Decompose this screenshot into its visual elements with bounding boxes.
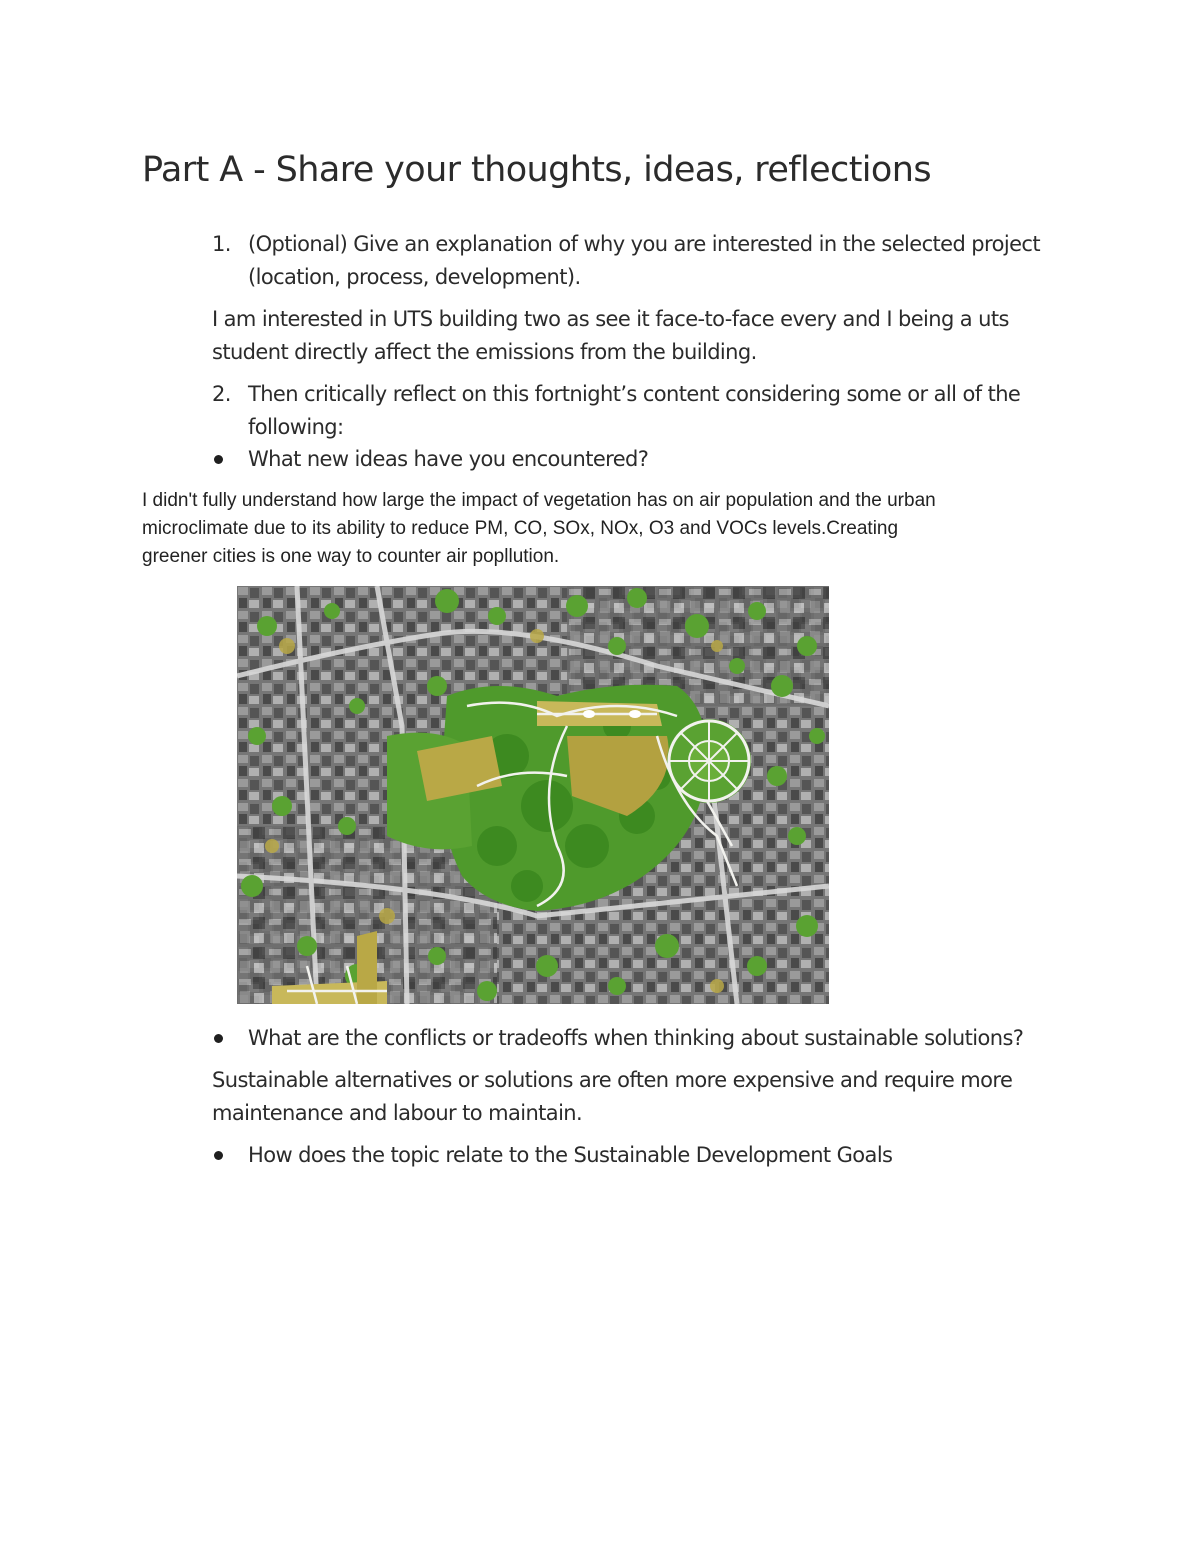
list-item-1-line-2: (location, process, development). — [248, 265, 581, 289]
list-marker-1: 1. — [212, 232, 231, 256]
answer-2-line-2: microclimate due to its ability to reduce PM, CO, SOx, NOx, O3 and VOCs levels.Creating — [142, 518, 899, 539]
aerial-vegetation-image — [237, 586, 829, 1004]
bullet-item-3: How does the topic relate to the Sustainable Development Goals — [248, 1143, 893, 1167]
answer-3-line-2: maintenance and labour to maintain. — [212, 1101, 583, 1125]
bullet-dot-3 — [214, 1151, 223, 1160]
page-heading: Part A - Share your thoughts, ideas, reflections — [142, 150, 931, 190]
answer-2-line-3: greener cities is one way to counter air popllution. — [142, 546, 560, 567]
answer-2-line-1: I didn't fully understand how large the impact of vegetation has on air population and the urban — [142, 490, 936, 511]
answer-1-line-2: student directly affect the emissions from the building. — [212, 340, 757, 364]
list-item-2 — [248, 378, 1020, 444]
list-item-2-line-2: following: — [248, 415, 344, 439]
answer-1 — [212, 303, 1009, 369]
bullet-dot-2 — [214, 1034, 223, 1043]
answer-2 — [142, 487, 936, 571]
bullet-dot-1 — [214, 455, 223, 464]
list-item-2-line-1: Then critically reflect on this fortnight’s content considering some or all of the — [248, 382, 1021, 406]
list-item-1-line-1: (Optional) Give an explanation of why you are interested in the selected project — [248, 232, 1040, 256]
answer-1-line-1: I am interested in UTS building two as see it face-to-face every and I being a uts — [212, 307, 1009, 331]
answer-3 — [212, 1064, 1012, 1130]
list-marker-2: 2. — [212, 382, 231, 406]
list-item-1 — [248, 228, 1040, 294]
bullet-item-1: What new ideas have you encountered? — [248, 447, 649, 471]
answer-3-line-1: Sustainable alternatives or solutions are often more expensive and require more — [212, 1068, 1013, 1092]
bullet-item-2: What are the conflicts or tradeoffs when thinking about sustainable solutions? — [248, 1026, 1024, 1050]
